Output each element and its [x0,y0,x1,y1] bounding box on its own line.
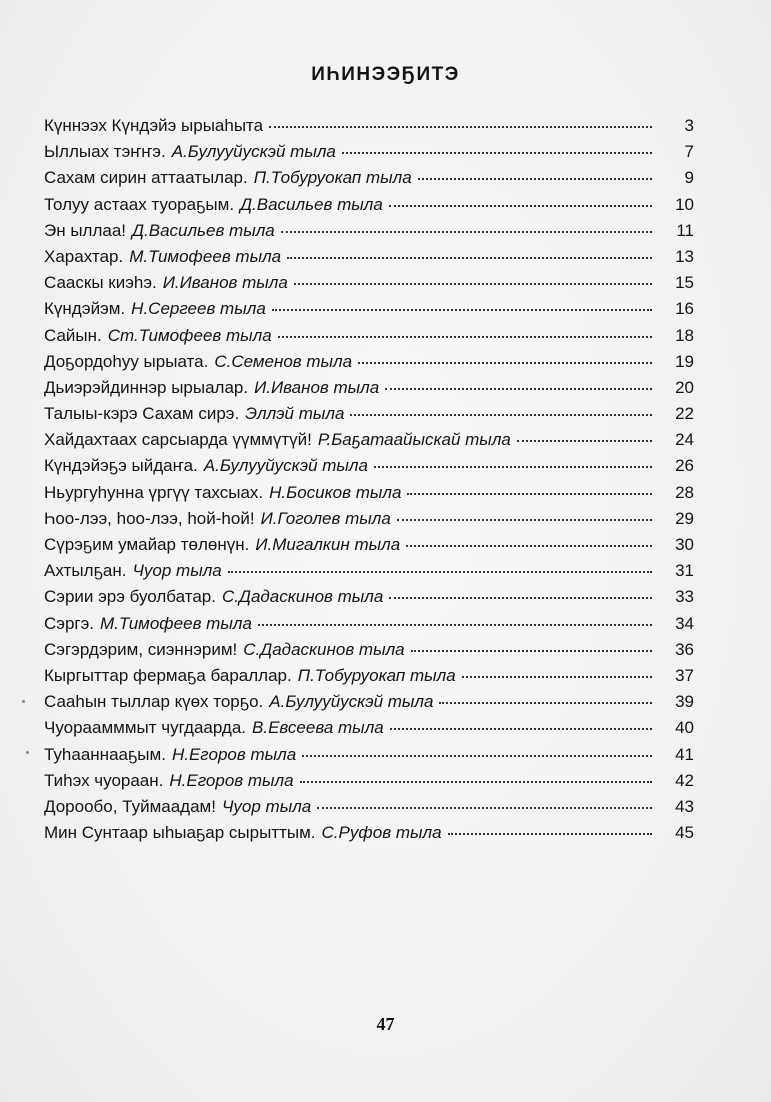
entry-title: Чуораамммыт чугдаарда. [44,718,247,738]
dot-leader [397,519,652,521]
dot-leader [374,466,652,468]
entry-page-number: 34 [675,613,694,633]
entry-author: П.Тобуруокап тыла [297,665,456,685]
entry-author: П.Тобуруокап тыла [253,168,412,188]
toc-entry [44,378,694,404]
dot-leader [281,231,652,233]
entry-title: Доҕордоһуу ырыата. [44,351,209,371]
entry-title: Сэрии эрэ буолбатар. [44,587,216,607]
entry-author: В.Евсеева тыла [252,718,384,738]
dot-leader [439,702,652,704]
toc-entry [44,666,694,692]
entry-title: Күндэйэҕэ ыйдаҥа. [44,456,198,476]
toc-entry [44,456,694,482]
entry-author: Д.Васильев тыла [240,194,383,214]
table-of-contents [44,116,694,849]
entry-page-number: 33 [675,587,694,607]
toc-entry [44,221,694,247]
dot-leader [389,205,652,207]
entry-author: Чуор тыла [132,561,222,581]
dot-leader [302,755,652,757]
entry-title: Ахтылҕан. [44,561,127,581]
dot-leader [342,152,652,154]
dot-leader [385,388,652,390]
entry-page-number: 22 [675,404,694,424]
entry-author: Н.Босиков тыла [269,482,402,502]
entry-title: Күннээх Күндэйэ ырыаһыта [44,116,264,135]
toc-entry [44,718,694,744]
toc-entry [44,326,694,352]
entry-title: Сүрэҕим умайар төлөнүн. [44,535,250,554]
toc-entry [44,797,694,823]
entry-author: Н.Сергеев тыла [131,299,266,319]
toc-entry [44,273,694,299]
toc-entry [44,745,694,771]
dot-leader [389,597,652,599]
toc-entry [44,168,694,194]
dot-leader [358,362,652,364]
entry-title: Сэгэрдэрим, сиэннэрим! [44,639,238,659]
entry-title: Ньургуһунна үргүү тахсыах. [44,482,264,502]
entry-title: Эн ыллаа! [44,220,127,240]
toc-entry [44,535,694,561]
toc-entry [44,299,694,325]
toc-entry [44,430,694,456]
entry-page-number: 36 [675,639,694,659]
entry-page-number: 16 [675,299,694,319]
entry-page-number: 29 [675,508,694,528]
entry-title: Хайдахтаах сарсыарда үүммүтүй! [44,430,312,450]
entry-author: С.Дадаскинов тыла [243,639,405,659]
entry-author: Н.Егоров тыла [171,744,297,764]
toc-entry [44,692,694,718]
entry-page-number: 19 [675,351,694,371]
entry-page-number: 20 [675,377,694,397]
entry-author: А.Булууйускэй тыла [171,142,336,162]
entry-author: С.Руфов тыла [321,823,442,843]
print-speck [26,751,29,754]
entry-page-number: 42 [675,770,694,790]
dot-leader [287,257,652,259]
entry-title: Сайын. [44,325,102,345]
entry-page-number: 10 [675,194,694,214]
entry-page-number: 28 [675,482,694,502]
entry-author: Чуор тыла [221,796,312,816]
dot-leader [462,676,652,678]
dot-leader [278,336,652,338]
entry-title: Күндэйэм. [44,299,126,319]
contents-heading: ИҺИНЭЭҔИТЭ [311,64,460,85]
dot-leader [258,624,652,626]
entry-author: И.Мигалкин тыла [255,535,401,554]
dot-leader [272,309,652,311]
toc-entry [44,823,694,849]
entry-title: Тиһэх чуораан. [44,770,164,790]
entry-page-number: 31 [675,561,694,581]
dot-leader [517,440,652,442]
toc-entry [44,771,694,797]
dot-leader [294,283,652,285]
dot-leader [411,650,652,652]
toc-entry [44,640,694,666]
toc-entry [44,561,694,587]
entry-title: Сэргэ. [44,613,95,633]
dot-leader [269,126,652,128]
dot-leader [350,414,652,416]
entry-page-number: 11 [676,220,694,240]
entry-author: И.Гоголев тыла [260,508,391,528]
entry-title: Дьиэрэйдиннэр ырыалар. [44,377,249,397]
entry-author: И.Иванов тыла [254,377,380,397]
dot-leader [406,545,652,547]
entry-author: М.Тимофеев тыла [129,246,282,266]
entry-page-number: 15 [675,273,694,293]
toc-entry [44,587,694,613]
entry-page-number: 40 [675,718,694,738]
entry-author: Н.Егоров тыла [169,770,294,790]
entry-title: Толуу астаах туораҕым. [44,194,235,214]
toc-entry [44,142,694,168]
toc-entry [44,195,694,221]
entry-title: Сахам сирин аттаатылар. [44,168,248,188]
dot-leader [407,493,652,495]
entry-title: Сааскы киэһэ. [44,273,157,293]
toc-entry [44,614,694,640]
page-number: 47 [376,1014,395,1034]
print-speck [22,700,25,703]
entry-page-number: 39 [675,692,694,712]
entry-author: А.Булууйускэй тыла [269,692,434,712]
entry-page-number: 7 [684,142,694,162]
entry-page-number: 18 [675,325,694,345]
dot-leader [317,807,652,809]
dot-leader [448,833,652,835]
entry-page-number: 43 [675,796,694,816]
entry-title: Ыллыах тэҥҥэ. [44,142,166,162]
dot-leader [228,571,652,573]
entry-author: А.Булууйускэй тыла [203,456,368,476]
entry-page-number: 3 [684,116,694,135]
entry-title: Сааһын тыллар күөх торҕо. [44,692,264,712]
dot-leader [418,178,652,180]
entry-author: Ст.Тимофеев тыла [107,325,272,345]
toc-entry [44,509,694,535]
entry-title: Харахтар. [44,246,124,266]
toc-entry [44,116,694,142]
entry-title: Һоо-лээ, һоо-лээ, һой-һой! [44,508,255,528]
entry-title: Талыы-кэрэ Сахам сирэ. [44,404,240,424]
entry-title: Мин Сунтаар ыһыаҕар сырыттым. [44,823,316,843]
entry-page-number: 37 [675,665,694,685]
dot-leader [390,728,652,730]
toc-entry [44,352,694,378]
entry-author: С.Семенов тыла [214,351,353,371]
entry-page-number: 13 [675,246,694,266]
dot-leader [300,781,652,783]
entry-page-number: 30 [675,535,694,554]
entry-author: Р.Баҕатаайыскай тыла [317,430,511,450]
entry-title: Дорообо, Туймаадам! [44,796,216,816]
entry-author: Эллэй тыла [245,404,345,424]
entry-author: С.Дадаскинов тыла [221,587,384,607]
entry-page-number: 45 [675,823,694,843]
entry-title: Кыргыттар фермаҕа бараллар. [44,665,292,685]
toc-entry [44,404,694,430]
entry-page-number: 24 [675,430,694,450]
entry-page-number: 26 [675,456,694,476]
toc-entry [44,483,694,509]
entry-author: М.Тимофеев тыла [100,613,252,633]
entry-author: И.Иванов тыла [162,273,288,293]
entry-author: Д.Васильев тыла [132,220,275,240]
entry-page-number: 9 [684,168,694,188]
entry-page-number: 41 [675,744,694,764]
toc-entry [44,247,694,273]
entry-title: Туһааннааҕым. [44,744,166,764]
